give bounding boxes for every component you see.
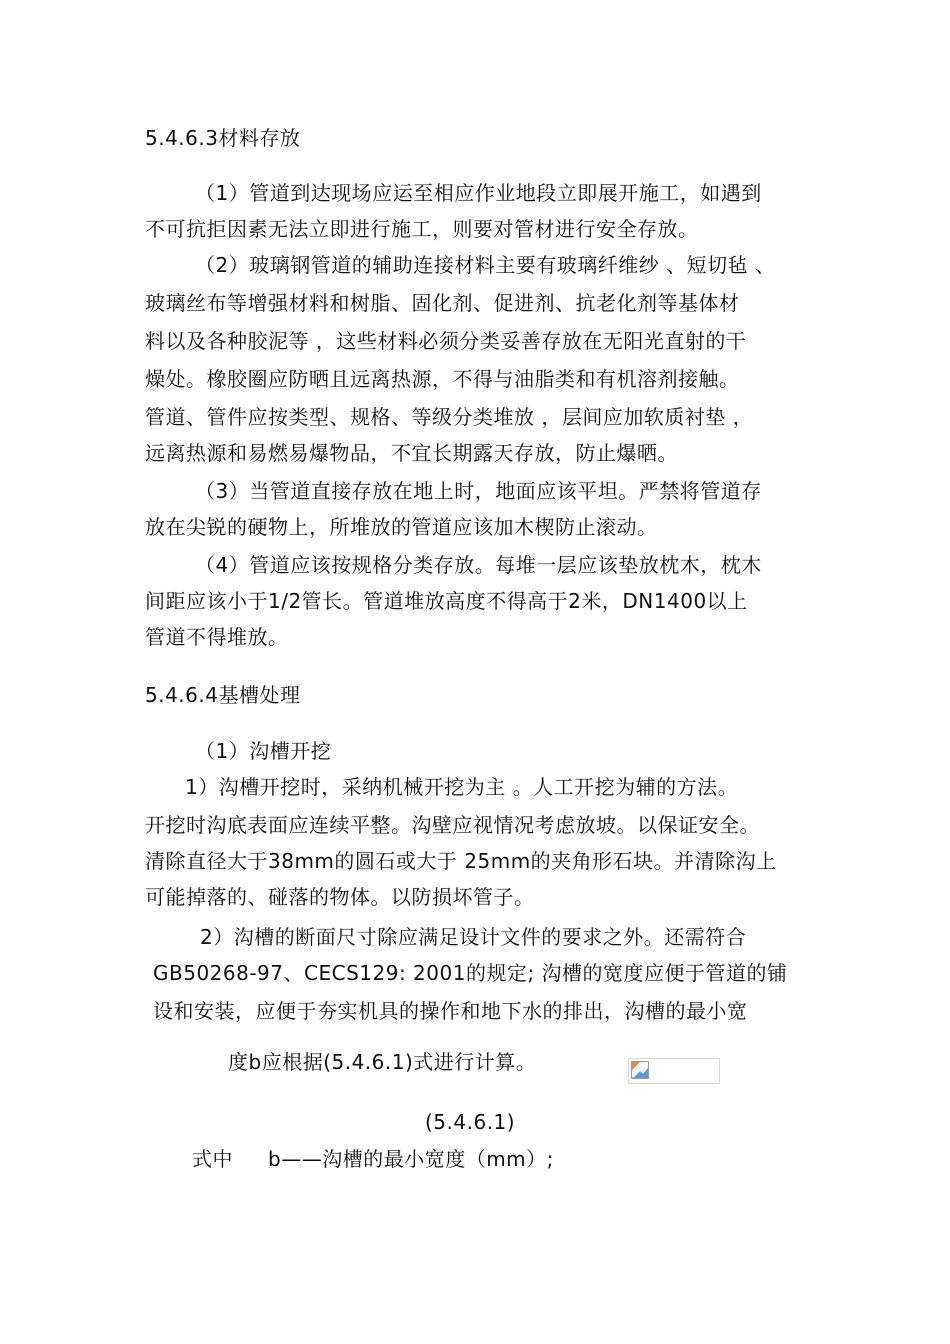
- paragraph-line: （1）管道到达现场应运至相应作业地段立即展开施工，如遇到: [195, 181, 762, 205]
- paragraph-line: 料以及各种胶泥等 ，这些材料必须分类妥善存放在无阳光直射的干: [145, 329, 747, 353]
- broken-image-icon: [631, 1061, 649, 1079]
- paragraph-line: GB50268-97、CECS129: 2001的规定; 沟槽的宽度应便于管道的铺: [153, 961, 788, 985]
- paragraph-line: 1）沟槽开挖时，采纳机械开挖为主 。人工开挖为辅的方法。: [185, 775, 739, 799]
- paragraph-line: 度b应根据(5.4.6.1)式进行计算。: [228, 1050, 537, 1074]
- paragraph-line: 燥处。橡胶圈应防晒且远离热源，不得与油脂类和有机溶剂接触。: [145, 367, 740, 391]
- paragraph-line: 玻璃丝布等增强材料和树脂、固化剂、促进剂、抗老化剂等基体材: [145, 291, 740, 315]
- paragraph-line: 管道不得堆放。: [145, 625, 289, 649]
- paragraph-line: 放在尖锐的硬物上，所堆放的管道应该加木楔防止滚动。: [145, 515, 658, 539]
- variable-definition: b——沟槽的最小宽度（mm）;: [268, 1147, 554, 1171]
- formula-number: (5.4.6.1): [425, 1110, 516, 1134]
- paragraph-line: 管道、管件应按类型、规格、等级分类堆放 ，层间应加软质衬垫 ，: [145, 405, 754, 429]
- paragraph-line: 不可抗拒因素无法立即进行施工，则要对管材进行安全存放。: [145, 217, 699, 241]
- paragraph-line: （3）当管道直接存放在地上时，地面应该平坦。严禁将管道存: [195, 479, 762, 503]
- paragraph-line: 远离热源和易燃易爆物品，不宜长期露天存放，防止爆晒。: [145, 441, 678, 465]
- section-heading-5-4-6-3: 5.4.6.3材料存放: [145, 126, 301, 150]
- paragraph-line: （2）玻璃钢管道的辅助连接材料主要有玻璃纤维纱 、短切毡 、: [195, 253, 776, 277]
- subheading-trench-excavation: （1）沟槽开挖: [195, 739, 332, 763]
- paragraph-line: 清除直径大于38mm的圆石或大于 25mm的夹角形石块。并清除沟上: [145, 849, 777, 873]
- paragraph-line: 设和安装，应便于夯实机具的操作和地下水的排出，沟槽的最小宽: [153, 999, 748, 1023]
- formula-image-placeholder: [628, 1058, 720, 1084]
- paragraph-line: （4）管道应该按规格分类存放。每堆一层应该垫放枕木，枕木: [195, 553, 762, 577]
- paragraph-line: 2）沟槽的断面尺寸除应满足设计文件的要求之外。还需符合: [200, 925, 747, 949]
- paragraph-line: 开挖时沟底表面应连续平整。沟壁应视情况考虑放坡。以保证安全。: [145, 813, 760, 837]
- paragraph-line: 间距应该小于1/2管长。管道堆放高度不得高于2米，DN1400以上: [145, 589, 748, 613]
- paragraph-line: 可能掉落的、碰落的物体。以防损坏管子。: [145, 885, 535, 909]
- where-label: 式中: [192, 1147, 233, 1171]
- section-heading-5-4-6-4: 5.4.6.4基槽处理: [145, 683, 301, 707]
